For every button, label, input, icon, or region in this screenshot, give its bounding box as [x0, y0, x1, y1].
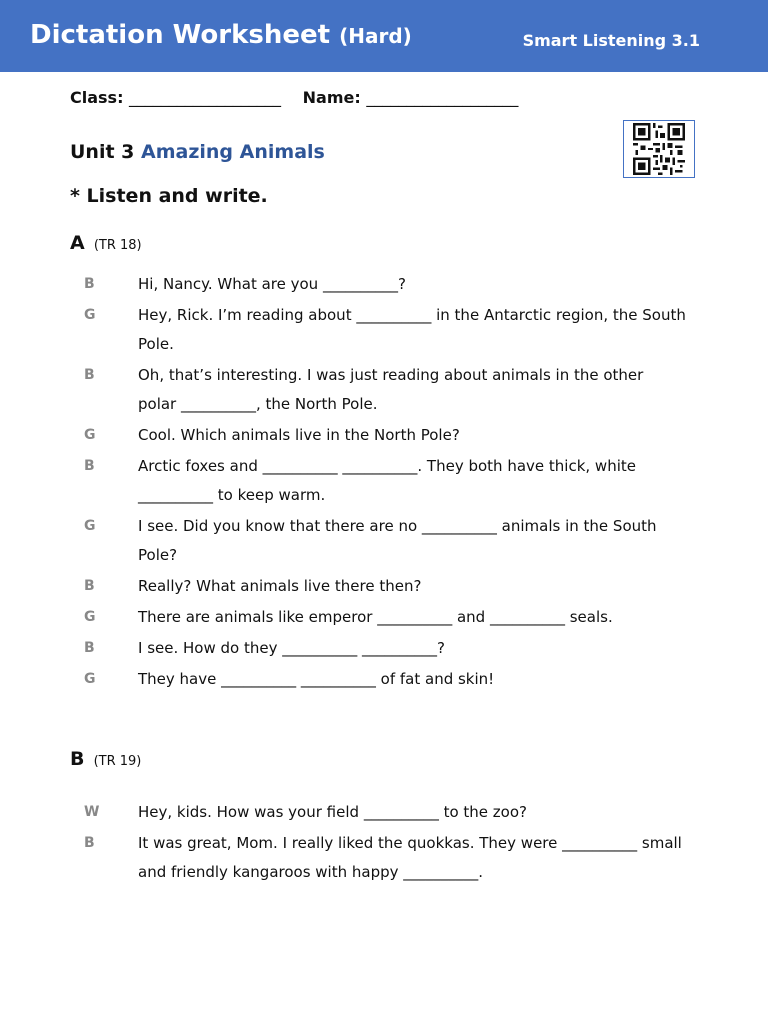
dialog-line: [0, 665, 768, 694]
speaker-label: G: [84, 518, 96, 534]
dialog-line: [0, 361, 768, 419]
worksheet-title: [30, 20, 412, 50]
speaker-label: G: [84, 609, 96, 625]
class-line: ___________________: [129, 88, 282, 107]
unit-topic: Amazing Animals: [141, 141, 325, 163]
speaker-label: G: [84, 427, 96, 443]
dialog-text: Cool. Which animals live in the North Pole?: [138, 426, 460, 444]
speaker-label: B: [84, 640, 95, 656]
student-fields: [70, 88, 534, 107]
series-name: Smart Listening 3.1: [522, 31, 700, 50]
dialog-line: [0, 572, 768, 601]
speaker-label: B: [84, 835, 95, 851]
dialog-line: [0, 421, 768, 450]
dialog-text: I see. How do they __________ __________?: [138, 639, 445, 657]
instruction: * Listen and write.: [70, 185, 268, 207]
dialog-text: Hi, Nancy. What are you __________?: [138, 275, 406, 293]
speaker-label: B: [84, 367, 95, 383]
dialog-line: [0, 634, 768, 663]
dialog-line: [0, 512, 768, 570]
qr-code-graphic: [633, 123, 685, 175]
dialog-line: [0, 829, 768, 887]
dialog-text: Hey, kids. How was your field __________ to the zoo?: [138, 803, 527, 821]
speaker-label: B: [84, 458, 95, 474]
track-number: (TR 19): [93, 754, 142, 769]
name-line: ___________________: [366, 88, 519, 107]
dialog-text: Really? What animals live there then?: [138, 577, 422, 595]
class-field: [70, 88, 281, 107]
track-number: (TR 18): [93, 238, 142, 253]
speaker-label: G: [84, 307, 96, 323]
speaker-label: B: [84, 578, 95, 594]
dialog-line: [0, 798, 768, 827]
dialog-line: [0, 301, 768, 359]
unit-heading: [70, 141, 325, 163]
dialog-line: [0, 603, 768, 632]
class-label: Class:: [70, 88, 124, 107]
qr-code-icon[interactable]: [623, 120, 695, 178]
dialog-text: It was great, Mom. I really liked the quokkas. They were __________ small and friendly kangaroos with happy __________.: [138, 834, 682, 881]
dialog-text: Oh, that’s interesting. I was just reading about animals in the other polar __________, the North Pole.: [138, 366, 644, 413]
difficulty-level: (Hard): [339, 24, 412, 48]
dialog-text: I see. Did you know that there are no __________ animals in the South Pole?: [138, 517, 657, 564]
dialog-text: Hey, Rick. I’m reading about __________ in the Antarctic region, the South Pole.: [138, 306, 686, 353]
dialog-line: [0, 270, 768, 299]
worksheet-title-text: Dictation Worksheet: [30, 20, 331, 50]
speaker-label: W: [84, 804, 100, 820]
speaker-label: B: [84, 276, 95, 292]
section-letter: A: [70, 232, 85, 254]
dialog-text: There are animals like emperor __________ and __________ seals.: [138, 608, 613, 626]
header-banner: [0, 0, 768, 72]
unit-number: Unit 3: [70, 141, 135, 163]
speaker-label: G: [84, 671, 96, 687]
dialog-text: Arctic foxes and __________ __________. They both have thick, white __________ to keep warm.: [138, 457, 636, 504]
dialog-line: [0, 452, 768, 510]
dialog-text: They have __________ __________ of fat and skin!: [138, 670, 495, 688]
section-a-heading: [70, 232, 142, 254]
section-letter: B: [70, 748, 85, 770]
name-field: [303, 88, 519, 107]
dialog-b: [0, 798, 768, 887]
section-b-heading: [70, 748, 141, 770]
dialog-a: [0, 270, 768, 694]
name-label: Name:: [302, 88, 361, 107]
